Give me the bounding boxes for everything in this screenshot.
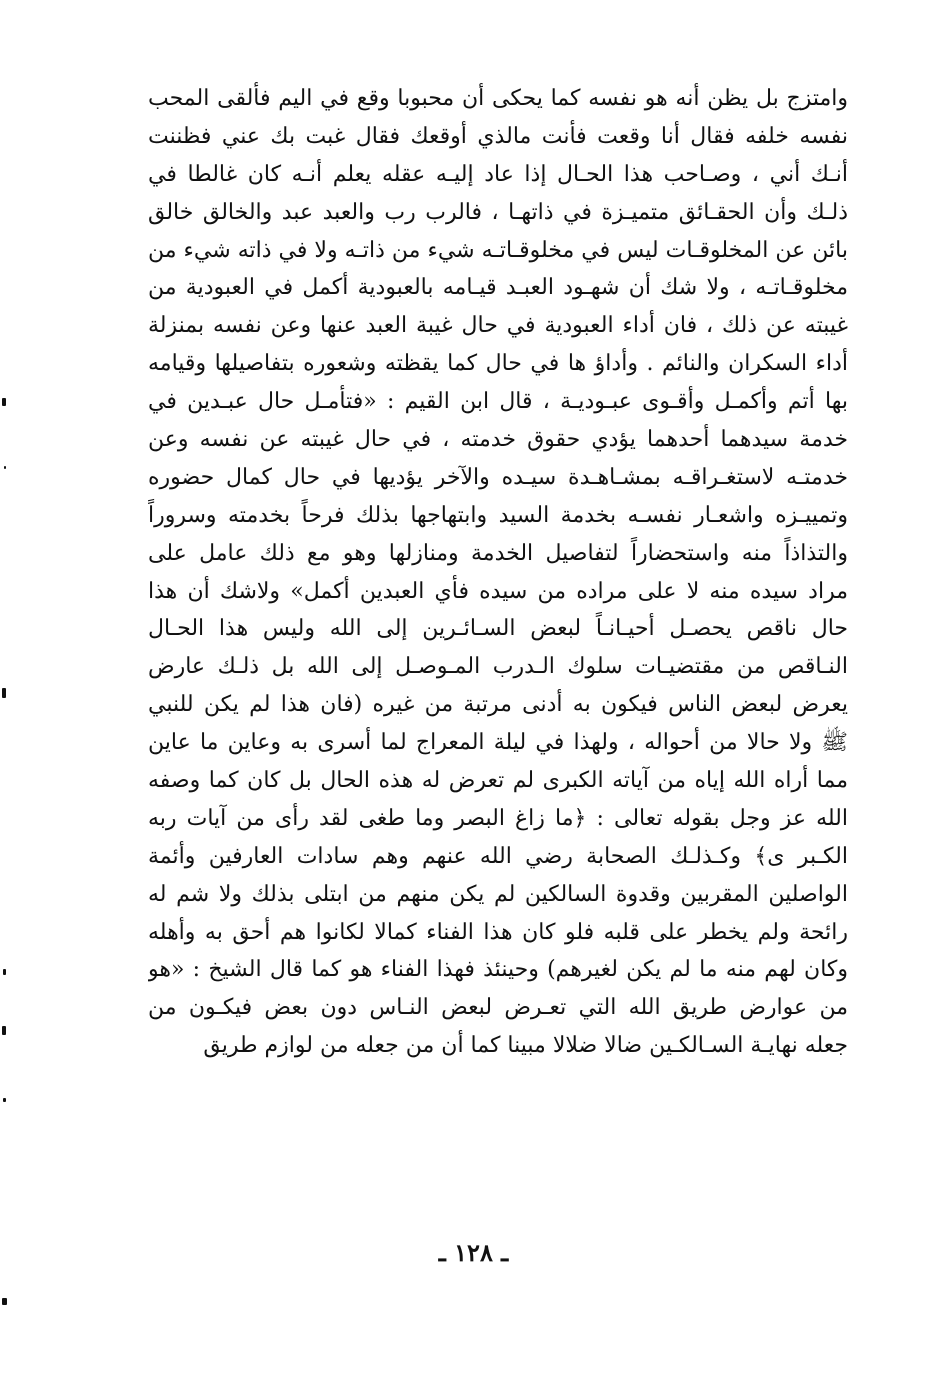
text-line: الواصلين المقربين وقدوة السالكين لم يكن منهم من ابتلى بذلك ولا شم له [148, 881, 848, 907]
scan-mark [2, 688, 6, 698]
text-line: أداء السكران والنائم . وأداؤ ها في حال كما يقظته وشعوره بتفاصيلها وقيامه [148, 351, 848, 377]
text-line: وتمييـزه واشعـار نفسـه بخدمة السيد وابتهاجها بذلك فرحاً بخدمته وسروراً [148, 502, 848, 528]
text-line: بائن عن المخلوقـات ليس في مخلوقـاتـه شيء من ذاتـه ولا في ذاته شيء من [148, 237, 848, 263]
text-line: وامتزج بل يظن أنه هو نفسه كما يحكى أن محبوبا وقع في اليم فألقى المحب [148, 86, 848, 111]
text-line: الكـبر ى﴾ وكـذلـك الصحابة رضي الله عنهم وهم سادات العارفين وأئمة [148, 843, 848, 869]
text-line: وكان لهم منه ما لم يكن لغيرهم) وحينئذ فهذا الفناء هو كما قال الشيخ : «هو [148, 957, 848, 983]
text-line: نفسه خلفه فقال أنا وقعت فأنت مالذي أوقعك فقال غبت بك عني فظننت [148, 123, 848, 149]
scan-mark [2, 1298, 7, 1305]
text-line: حال ناقص يحصـل أحيـانـاً لبعض السـائـرين إلى الله وليس هذا الحـال [148, 616, 848, 642]
text-line: ﷺ ولا حالا من أحواله ، ولهذا في ليلة المعراج لما أسرى به وعاين ما عاين [148, 730, 848, 756]
scan-mark [3, 1098, 6, 1102]
text-line: والتذاذاً منه واستحضاراً لتفاصيل الخدمة ومنازلها وهو مع ذلك عامل على [148, 540, 848, 566]
body-text [148, 80, 848, 1065]
text-line: الله عز وجل بقوله تعالى : ﴿ما زاغ البصر وما طغى لقد رأى من آيات ربه [148, 805, 848, 831]
scan-mark [3, 969, 6, 975]
text-line: من عوارض طريق الله التي تعـرض لبعض النـاس دون بعض فيكـون من [148, 995, 848, 1021]
text-line: رائحة ولم يخطر على قلبه فلو كان هذا الفناء كمالا لكانوا هم أحق به وأهله [148, 919, 848, 945]
scan-mark [2, 398, 6, 406]
text-line: خدمة سيدهما أحدهما يؤدي حقوق خدمته ، في حال غيبته عن نفسه وعن [148, 427, 848, 453]
text-line: يعرض لبعض الناس فيكون به أدنى مرتبة من غيره (فان هذا لم يكن للنبي [148, 692, 848, 718]
text-line: مراد سيده منه لا على مراده من سيده فأي العبدين أكمل» ولاشك أن هذا [148, 578, 848, 604]
text-line: مما أراه الله إياه من آياته الكبرى لم تعرض له هذه الحال بل كان كما وصفه [148, 768, 848, 794]
text-line: غيبته عن ذلك ، فان أداء العبودية في حال غيبة العبد عنها وعن نفسه بمنزلة [148, 313, 848, 339]
text-line: مخلوقـاتـه ، ولا شك أن شهـود العبـد قيـامه بالعبودية أكمل في العبودية من [148, 275, 848, 301]
text-line: بها أتم وأكمـل وأقـوى عبـوديـة ، قال ابن القيم : «فتأمـل حال عبـدين في [148, 389, 848, 415]
text-line: جعله نهايـة السـالكـين ضالا ضلالا مبينا كما أن من جعله من لوازم طريق [203, 1033, 848, 1059]
text-line: ذلـك وأن الحقـائق متميـزة في ذاتهـا ، فالرب رب والعبد عبد والخالق خالق [148, 199, 848, 225]
scan-mark [4, 466, 6, 469]
text-line: خدمتـه لاستغـراقـه بمشـاهـدة سيـده والآخر يؤديها في حال كمال حضوره [148, 464, 848, 490]
scan-mark [2, 1026, 6, 1035]
text-line: النـاقص من مقتضيـات سلوك الـدرب المـوصـل إلى الله بل ذلـك عارض [148, 654, 848, 680]
text-line: أنـك أني ، وصـاحب هذا الحـال إذا عاد إليـه عقله يعلم أنـه كان غالطا في [148, 161, 848, 187]
page-number: ـ ١٢٨ ـ [438, 1238, 509, 1267]
